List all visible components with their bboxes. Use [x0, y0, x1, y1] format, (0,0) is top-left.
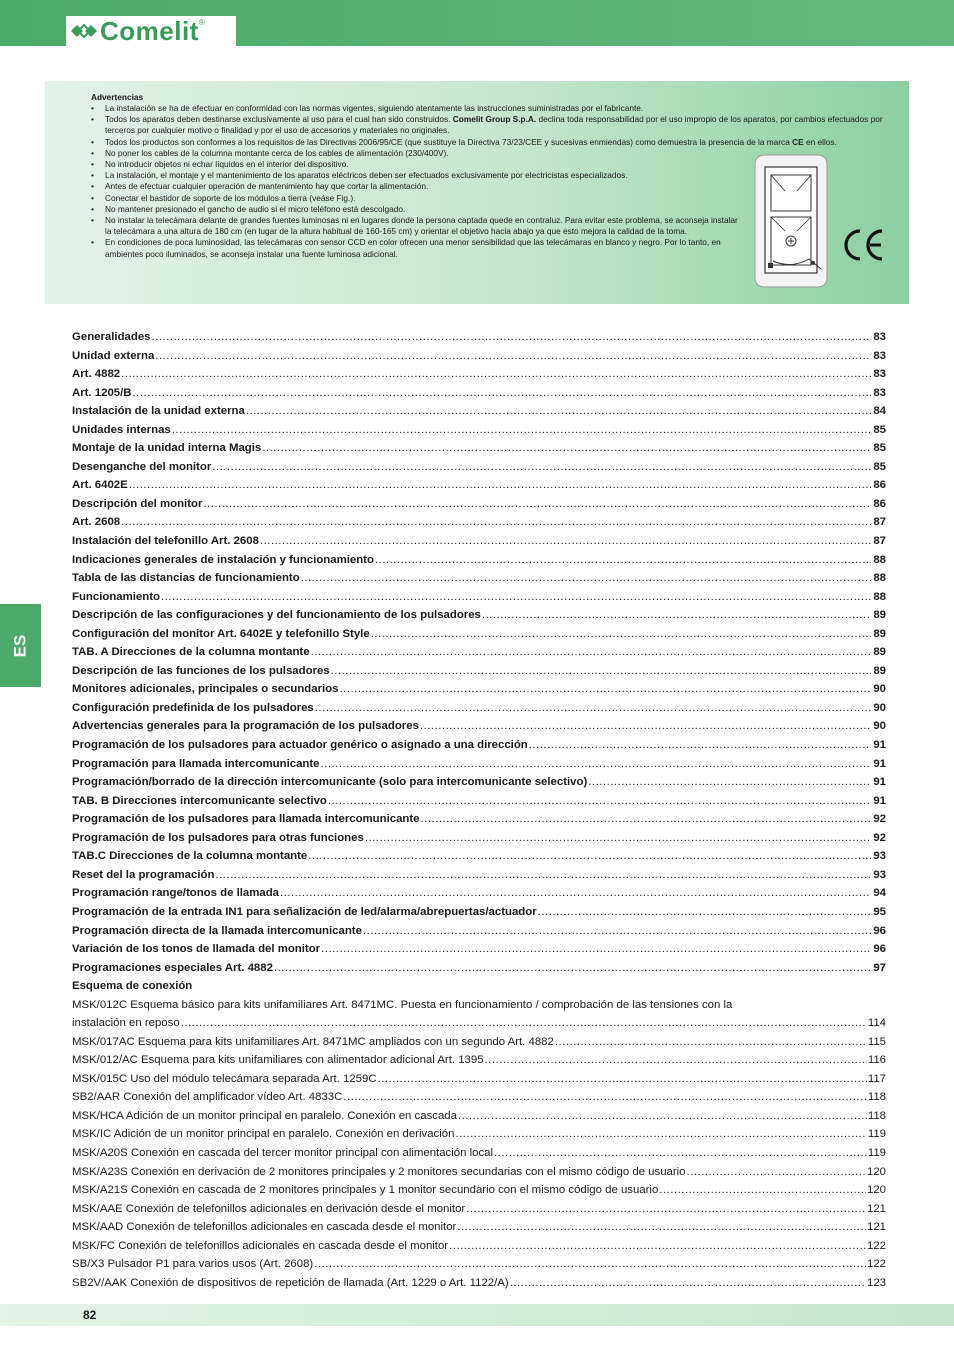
warning-item: • La instalación, el montaje y el mantenimiento de los aparatos eléctricos deben ser efectuados exclusivamente por electricistas especializados.: [91, 170, 745, 181]
toc-entry-title: Programación de los pulsadores para actuador genérico o asignado a una dirección: [72, 739, 528, 752]
toc-entry[interactable]: [72, 606, 886, 625]
toc-entry-page: 91: [873, 757, 886, 770]
toc-entry-page: 89: [873, 664, 886, 677]
toc-leader-dots: [371, 625, 871, 643]
toc-entry[interactable]: [72, 569, 886, 588]
toc-entry[interactable]: [72, 643, 886, 662]
toc-entry-page: 89: [873, 609, 886, 622]
toc-entry[interactable]: [72, 680, 886, 699]
toc-entry-page: 90: [873, 720, 886, 733]
toc-entry-title: instalación en reposo: [72, 1017, 180, 1030]
toc-entry-page: 89: [873, 646, 886, 659]
toc-leader-dots: [455, 1125, 866, 1143]
toc-entry[interactable]: [72, 1218, 886, 1237]
toc-entry[interactable]: [72, 866, 886, 885]
toc-entry-title: Descripción de las funciones de los pulsadores: [72, 664, 330, 677]
toc-leader-dots: [421, 810, 871, 828]
toc-entry-title: Configuración predefinida de los pulsadores: [72, 701, 314, 714]
toc-leader-dots: [301, 569, 871, 587]
toc-entry-title: Programación de los pulsadores para llamada intercomunicante: [72, 813, 420, 826]
toc-entry-title: Art. 2608: [72, 516, 121, 529]
toc-entry-title: MSK/012C Esquema básico para kits unifamiliares Art. 8471MC. Puesta en funcionamiento / comprobación de las tensiones con la: [72, 998, 733, 1011]
toc-entry-page: 83: [873, 386, 886, 399]
toc-leader-dots: [331, 662, 871, 680]
warning-item: • Antes de efectuar cualquier operación de mantenimiento hay que cortar la alimentación.: [91, 181, 745, 192]
toc-entry-title: MSK/012/AC Esquema para kits unifamiliares con alimentador adicional Art. 1395: [72, 1054, 484, 1067]
toc-entry-page: 92: [873, 813, 886, 826]
toc-entry-title: TAB. B Direcciones intercomunicante selectivo: [72, 794, 327, 807]
toc-entry-page: 91: [873, 776, 886, 789]
toc-entry-page: 122: [866, 1258, 886, 1271]
toc-leader-dots: [343, 1088, 866, 1106]
warning-item: • Todos los aparatos deben destinarse exclusivamente al uso para el cual han sido construidos. Comelit Group S.p.A. declina toda responsabilidad por el uso impropio de los aparatos, por cambios efectuados por terceros por cualquier motivo o finalidad y por el uso de accesorios y materiales no originales.: [91, 114, 891, 136]
toc-entry-page: 91: [873, 794, 886, 807]
toc-entry-page: 90: [873, 701, 886, 714]
toc-leader-dots: [378, 1070, 867, 1088]
toc-entry[interactable]: [72, 458, 886, 477]
toc-entry[interactable]: [72, 1125, 886, 1144]
toc-entry[interactable]: [72, 1274, 886, 1293]
toc-entry-title: Programación directa de la llamada intercomunicante: [72, 924, 362, 937]
toc-leader-dots: [215, 866, 871, 884]
toc-entry-title: Art. 1205/B: [72, 386, 132, 399]
toc-entry-title: Programación de los pulsadores para otras funciones: [72, 831, 364, 844]
toc-entry[interactable]: [72, 1163, 886, 1182]
toc-entry-page: 116: [867, 1054, 886, 1067]
toc-entry-title: MSK/HCA Adición de un monitor principal en paralelo. Conexión en cascada: [72, 1109, 457, 1122]
toc-entry-page: 89: [873, 627, 886, 640]
toc-leader-dots: [529, 736, 871, 754]
toc-entry-title: SB2V/AAK Conexión de dispositivos de repetición de llamada (Art. 1229 o Art. 1122/A): [72, 1276, 509, 1289]
toc-leader-dots: [659, 1181, 866, 1199]
toc-entry-page: 83: [873, 368, 886, 381]
toc-leader-dots: [485, 1051, 867, 1069]
toc-entry[interactable]: [72, 1051, 886, 1070]
warnings-box: [45, 81, 909, 304]
logo-text: Comelit: [100, 16, 199, 46]
toc-entry[interactable]: [72, 495, 886, 514]
mounting-frame-illustration: [751, 151, 831, 291]
toc-entry[interactable]: [72, 847, 886, 866]
toc-entry[interactable]: [72, 402, 886, 421]
toc-leader-dots: [121, 365, 871, 383]
warning-item: • La instalación se ha de efectuar en conformidad con las normas vigentes, siguiendo atentamente las instrucciones suministradas por el fabricante.: [91, 103, 891, 114]
toc-entry-page: 123: [866, 1276, 886, 1289]
toc-entry-title: MSK/015C Uso del módulo telecámara separada Art. 1259C: [72, 1072, 377, 1085]
toc-entry[interactable]: [72, 1014, 886, 1033]
toc-leader-dots: [466, 1200, 866, 1218]
toc-leader-dots: [363, 922, 871, 940]
toc-entry[interactable]: [72, 513, 886, 532]
table-of-contents: [72, 328, 886, 1292]
toc-leader-dots: [155, 347, 871, 365]
warning-item: • Todos los productos son conformes a los requisitos de las Directivas 2006/95/CE (que sustituye la Directiva 73/23/CEE y sucesivas enmiendas) como demuestra la presencia de la marca CE en ellos.: [91, 137, 891, 148]
toc-entry-page: 93: [873, 868, 886, 881]
toc-entry[interactable]: [72, 884, 886, 903]
toc-entry-title: MSK/A21S Conexión en cascada de 2 monitores principales y 1 monitor secundario con el mismo código de usuario: [72, 1184, 659, 1197]
toc-entry-page: 121: [866, 1202, 886, 1215]
toc-leader-dots: [328, 792, 871, 810]
toc-entry-title: Unidades internas: [72, 423, 171, 436]
toc-entry-page: 122: [866, 1239, 886, 1252]
toc-entry-page: 120: [866, 1165, 886, 1178]
toc-entry[interactable]: [72, 959, 886, 978]
warning-item: • No poner los cables de la columna montante cerca de los cables de alimentación (230/400V).: [91, 148, 891, 159]
toc-entry-page: 118: [867, 1109, 886, 1122]
toc-entry-title: Monitores adicionales, principales o secundarios: [72, 683, 339, 696]
toc-entry-page: 91: [873, 739, 886, 752]
toc-entry-page: 115: [867, 1035, 886, 1048]
toc-entry[interactable]: [72, 1181, 886, 1200]
toc-leader-dots: [375, 551, 871, 569]
toc-entry-page: 86: [873, 497, 886, 510]
toc-entry-page: 93: [873, 850, 886, 863]
toc-leader-dots: [458, 1107, 867, 1125]
toc-leader-dots: [482, 606, 871, 624]
comelit-mark-icon: [69, 20, 99, 42]
language-tab-label: ES: [10, 634, 30, 657]
toc-entry-title: TAB. A Direcciones de la columna montante: [72, 646, 310, 659]
toc-leader-dots: [457, 1218, 866, 1236]
toc-entry[interactable]: [72, 384, 886, 403]
toc-entry-title: Descripción de las configuraciones y del funcionamiento de los pulsadores: [72, 609, 481, 622]
toc-entry[interactable]: [72, 736, 886, 755]
toc-entry[interactable]: [72, 1200, 886, 1219]
toc-leader-dots: [420, 717, 871, 735]
toc-entry[interactable]: [72, 903, 886, 922]
toc-leader-dots: [121, 513, 871, 531]
toc-entry[interactable]: [72, 365, 886, 384]
toc-leader-dots: [129, 476, 871, 494]
toc-leader-dots: [510, 1274, 866, 1292]
toc-entry-title: Generalidades: [72, 331, 151, 343]
toc-entry[interactable]: [72, 922, 886, 941]
toc-leader-dots: [687, 1163, 866, 1181]
toc-entry-page: 95: [873, 905, 886, 918]
toc-entry-title: MSK/IC Adición de un monitor principal en paralelo. Conexión en derivación: [72, 1128, 455, 1141]
toc-entry-title: Funcionamiento: [72, 590, 160, 603]
toc-entry-title: Art. 4882: [72, 368, 121, 381]
toc-leader-dots: [311, 643, 871, 661]
toc-section-heading: Esquema de conexión: [72, 980, 193, 993]
toc-entry-page: 120: [866, 1184, 886, 1197]
toc-entry-title: Programación para llamada intercomunicante: [72, 757, 320, 770]
warning-item: • No mantener presionado el gancho de audio si el micro teléfono está descolgado.: [91, 204, 745, 215]
toc-leader-dots: [340, 680, 872, 698]
toc-leader-dots: [315, 699, 871, 717]
toc-leader-dots: [212, 458, 871, 476]
toc-leader-dots: [308, 847, 871, 865]
toc-entry-page: 119: [867, 1147, 886, 1160]
toc-entry-title: Variación de los tonos de llamada del monitor: [72, 943, 321, 956]
toc-entry-title: SB2/AAR Conexión del amplificador vídeo Art. 4833C: [72, 1091, 343, 1104]
toc-entry[interactable]: [72, 1255, 886, 1274]
toc-leader-dots: [321, 755, 871, 773]
ce-mark-icon: [838, 225, 888, 265]
warnings-title: Advertencias: [91, 92, 144, 102]
toc-entry-title: MSK/017AC Esquema para kits unifamiliares Art. 8471MC ampliados con un segundo Art. 4882: [72, 1035, 554, 1048]
toc-entry-page: 118: [867, 1091, 886, 1104]
toc-leader-dots: [203, 495, 871, 513]
toc-entry[interactable]: [72, 421, 886, 440]
toc-entry-title: MSK/A23S Conexión en derivación de 2 monitores principales y 2 monitores secundarias con el mismo código de usuario: [72, 1165, 686, 1178]
toc-entry[interactable]: [72, 717, 886, 736]
toc-leader-dots: [494, 1144, 867, 1162]
toc-entry-title: Instalación del telefonillo Art. 2608: [72, 535, 259, 548]
toc-entry-title: Montaje de la unidad interna Magis: [72, 442, 262, 455]
toc-leader-dots: [172, 421, 871, 439]
toc-entry-page: 83: [873, 331, 886, 343]
toc-leader-dots: [588, 773, 871, 791]
toc-entry-page: 94: [873, 887, 886, 900]
warning-item: • No instalar la telecámara delante de grandes fuentes luminosas ni en lugares donde la persona captada quede en contraluz. Para evitar este problema, se aconseja instalar la telecámara a una altura de 180 cm (en lugar de la altura habitual de 160-165 cm) y orientar el objetivo hacia abajo ya que esto mejora la calidad de la toma.: [91, 215, 745, 237]
toc-entry[interactable]: [72, 1033, 886, 1052]
toc-entry-title: Reset del la programación: [72, 868, 215, 881]
toc-entry[interactable]: [72, 625, 886, 644]
toc-entry-title: Indicaciones generales de instalación y funcionamiento: [72, 553, 374, 566]
toc-leader-dots: [274, 959, 871, 977]
toc-entry-page: 96: [873, 924, 886, 937]
toc-leader-dots: [321, 940, 871, 958]
toc-leader-dots: [555, 1033, 867, 1051]
toc-leader-dots: [262, 439, 871, 457]
toc-leader-dots: [133, 384, 871, 402]
toc-entry[interactable]: [72, 1144, 886, 1163]
toc-entry[interactable]: [72, 476, 886, 495]
toc-entry-title: Advertencias generales para la programación de los pulsadores: [72, 720, 419, 733]
toc-leader-dots: [449, 1237, 866, 1255]
toc-entry[interactable]: [72, 1237, 886, 1256]
toc-entry-title: MSK/A20S Conexión en cascada del tercer monitor principal con alimentación local: [72, 1147, 494, 1160]
toc-entry-page: 97: [873, 961, 886, 974]
toc-leader-dots: [161, 588, 871, 606]
toc-entry[interactable]: [72, 532, 886, 551]
toc-entry[interactable]: [72, 755, 886, 774]
toc-entry-page: 92: [873, 831, 886, 844]
toc-entry-page: 88: [873, 590, 886, 603]
toc-entry-page: 87: [873, 535, 886, 548]
toc-entry[interactable]: [72, 1088, 886, 1107]
page-number: 82: [83, 1308, 97, 1322]
toc-entry-title: MSK/FC Conexión de telefonillos adicionales en cascada desde el monitor: [72, 1239, 449, 1252]
toc-entry-page: 90: [873, 683, 886, 696]
language-tab-es: [0, 604, 41, 687]
toc-entry[interactable]: [72, 588, 886, 607]
toc-entry[interactable]: [72, 1070, 886, 1089]
toc-entry-title: Instalación de la unidad externa: [72, 405, 245, 418]
toc-entry[interactable]: [72, 439, 886, 458]
toc-entry[interactable]: [72, 829, 886, 848]
toc-entry-title: Programación de la entrada IN1 para señalización de led/alarma/abrepuertas/actuador: [72, 905, 537, 918]
logo-registered: ®: [198, 18, 205, 27]
toc-leader-dots: [314, 1255, 866, 1273]
toc-entry-title: Unidad externa: [72, 349, 155, 362]
toc-entry-title: Art. 6402E: [72, 479, 128, 492]
toc-entry-page: 88: [873, 572, 886, 585]
toc-entry-title: MSK/AAE Conexión de telefonillos adicionales en derivación desde el monitor: [72, 1202, 466, 1215]
toc-entry-page: 121: [866, 1221, 886, 1234]
warning-item: • No introducir objetos ni echar líquidos en el interior del dispositivo.: [91, 159, 891, 170]
toc-entry-page: 85: [873, 442, 886, 455]
toc-entry[interactable]: [72, 347, 886, 366]
toc-leader-dots: [260, 532, 871, 550]
toc-entry-page: 84: [873, 405, 886, 418]
toc-entry-title: Programación/borrado de la dirección intercomunicante (solo para intercomunicante selectivo): [72, 776, 588, 789]
toc-entry-page: 88: [873, 553, 886, 566]
toc-entry-title: SB/X3 Pulsador P1 para varios usos (Art. 2608): [72, 1258, 314, 1271]
toc-entry-page: 85: [873, 460, 886, 473]
toc-entry[interactable]: [72, 996, 886, 1033]
toc-entry[interactable]: [72, 699, 886, 718]
toc-entry[interactable]: [72, 773, 886, 792]
toc-entry-title: MSK/AAD Conexión de telefonillos adicionales en cascada desde el monitor: [72, 1221, 457, 1234]
toc-entry-page: 87: [873, 516, 886, 529]
toc-entry-page: 86: [873, 479, 886, 492]
toc-entry-page: 119: [867, 1128, 886, 1141]
toc-entry[interactable]: [72, 792, 886, 811]
toc-entry-page: 117: [867, 1072, 886, 1085]
toc-entry[interactable]: [72, 1107, 886, 1126]
toc-leader-dots: [280, 884, 871, 902]
footer-band: [0, 1304, 954, 1326]
toc-entry-title: Tabla de las distancias de funcionamiento: [72, 572, 300, 585]
toc-leader-dots: [365, 829, 871, 847]
toc-entry[interactable]: [72, 810, 886, 829]
toc-entry[interactable]: [72, 940, 886, 959]
toc-entry-page: 83: [873, 349, 886, 362]
comelit-logo: [66, 16, 236, 46]
toc-entry[interactable]: [72, 662, 886, 681]
toc-entry-page: 114: [867, 1017, 886, 1030]
toc-entry-page: 96: [873, 943, 886, 956]
toc-leader-dots: [181, 1014, 867, 1032]
toc-leader-dots: [538, 903, 871, 921]
toc-entry-title: Programaciones especiales Art. 4882: [72, 961, 273, 974]
toc-entry-title: Configuración del monitor Art. 6402E y telefonillo Style: [72, 627, 370, 640]
toc-leader-dots: [152, 328, 871, 346]
toc-entry[interactable]: [72, 551, 886, 570]
warning-item: • Conectar el bastidor de soporte de los módulos a tierra (veáse Fig.).: [91, 193, 745, 204]
toc-entry-title: TAB.C Direcciones de la columna montante: [72, 850, 308, 863]
warning-item: • En condiciones de poca luminosidad, las telecámaras con sensor CCD en color ofrecen una menor sensibilidad que las telecámaras en blanco y negro. Por lo tanto, en ambientes poco iluminados, se aconseja instalar una fuente luminosa adicional.: [91, 237, 745, 259]
toc-entry[interactable]: [72, 328, 886, 347]
toc-entry-title: Desenganche del monitor: [72, 460, 212, 473]
toc-leader-dots: [246, 402, 871, 420]
toc-entry-title: Descripción del monitor: [72, 497, 203, 510]
toc-entry-page: 85: [873, 423, 886, 436]
toc-entry-title: Programación range/tonos de llamada: [72, 887, 279, 900]
